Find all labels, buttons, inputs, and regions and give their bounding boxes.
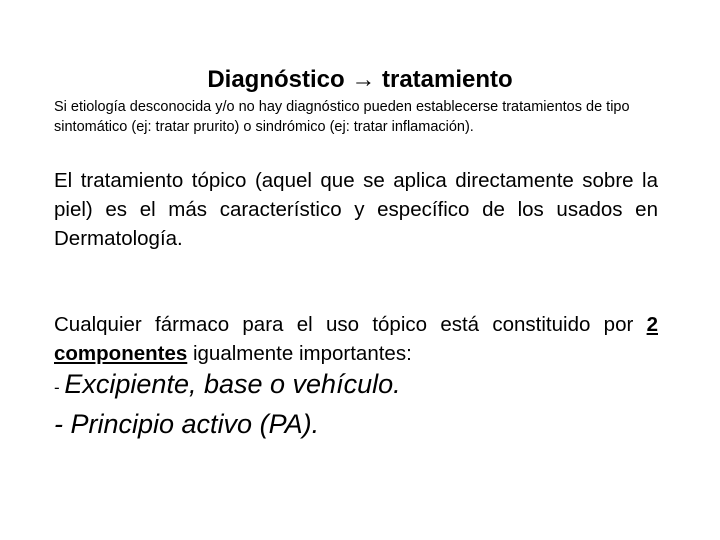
components-emphasis: 2 componentes (54, 313, 658, 365)
list-dash: - (54, 409, 71, 439)
components-list (54, 366, 694, 442)
slide-title: Diagnóstico → tratamiento (207, 66, 513, 93)
components-paragraph (54, 310, 658, 368)
list-item-excipient (54, 366, 694, 406)
list-dash: - (54, 378, 65, 397)
intro-text: Si etiología desconocida y/o no hay diagnóstico pueden establecerse tratamientos de tipo sintomático (ej: tratar prurito) o sindrómico (ej: tratar inflamación). (54, 99, 630, 135)
list-item-text: Excipiente, base o vehículo. (64, 369, 401, 399)
list-item-text: Principio activo (PA). (70, 409, 320, 439)
topical-treatment-paragraph: El tratamiento tópico (aquel que se aplica directamente sobre la piel) es el más característico y específico de los usados en Dermatología. (54, 169, 658, 250)
components-paragraph-start: Cualquier fármaco para el uso tópico está constituido por (54, 313, 647, 336)
components-paragraph-end: igualmente importantes: (187, 342, 412, 365)
list-item-active-principle (54, 406, 694, 442)
